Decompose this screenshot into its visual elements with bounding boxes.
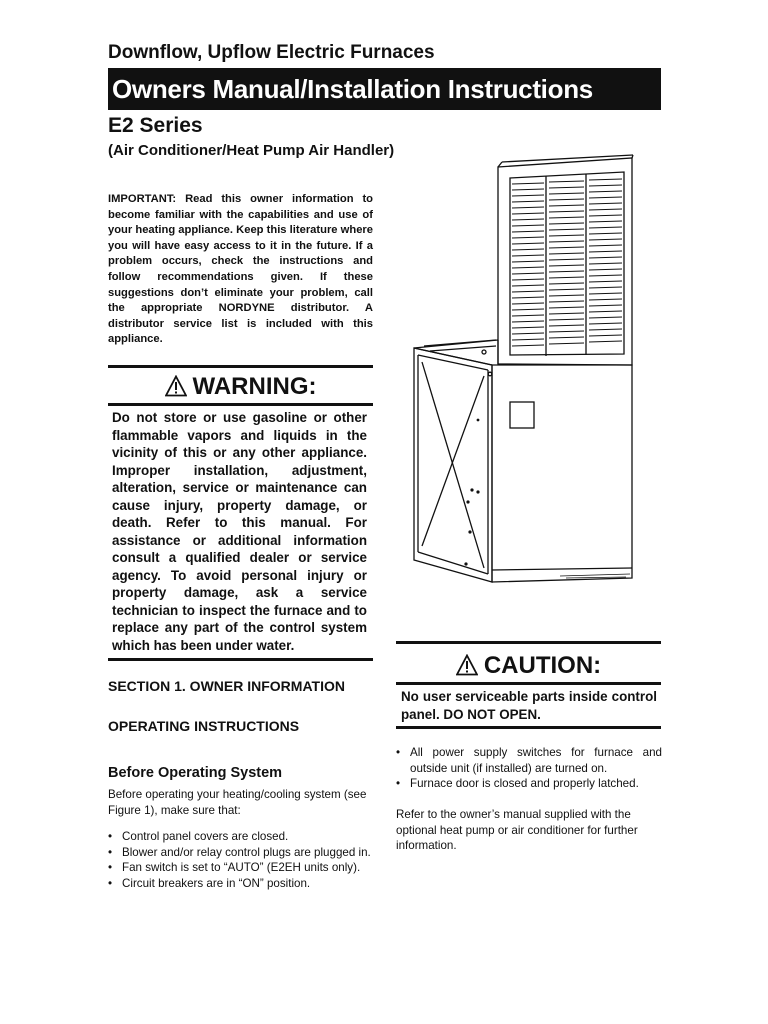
warning-top-rule [108, 365, 373, 368]
refer-text: Refer to the owner’s manual supplied with the optional heat pump or air conditioner for further information. [396, 808, 638, 852]
before-operating-text: Before operating your heating/cooling system (see Figure 1), make sure that: [108, 788, 367, 817]
caution-bottom-rule [396, 726, 661, 729]
list-item: • Control panel covers are closed. [108, 830, 289, 843]
warning-triangle-icon [165, 375, 187, 397]
series-title: E2 Series [108, 114, 203, 137]
series-subtitle: (Air Conditioner/Heat Pump Air Handler) [108, 142, 395, 159]
important-notice: IMPORTANT: Read this owner information to become familiar with the capabilities and use of your heating appliance. Keep this literature where you will have easy access to it in the future. If a problem occurs, check the instructions and follow recommendations given. If these suggestions don’t eliminate your problem, call the appropriate NORDYNE distributor. A distributor service list is included with this appliance. [108, 193, 373, 346]
caution-top-rule [396, 641, 661, 644]
furnace-illustration [380, 150, 640, 590]
document-subtitle: Downflow, Upflow Electric Furnaces [108, 42, 435, 63]
list-item: • Fan switch is set to “AUTO” (E2EH units only). [108, 861, 361, 874]
list-item: • Blower and/or relay control plugs are plugged in. [108, 845, 371, 859]
warning-triangle-icon [456, 654, 478, 676]
caution-body: No user serviceable parts inside control panel. DO NOT OPEN. [401, 689, 657, 722]
warning-mid-rule [108, 403, 373, 406]
warning-bottom-rule [108, 658, 373, 661]
caution-mid-rule [396, 682, 661, 685]
checklist-left [108, 829, 373, 891]
section-heading: SECTION 1. OWNER INFORMATION [108, 678, 345, 694]
operating-heading: OPERATING INSTRUCTIONS [108, 718, 300, 734]
list-item: • All power supply switches for furnace and outside unit (if installed) are turned on. [396, 746, 662, 775]
list-item: • Furnace door is closed and properly latched. [396, 777, 639, 790]
list-item: • Circuit breakers are in “ON” position. [108, 876, 311, 890]
document-title: Owners Manual/Installation Instructions [108, 68, 661, 110]
warning-heading-label: WARNING: [192, 373, 317, 400]
caution-heading [396, 651, 661, 681]
before-operating-heading: Before Operating System [108, 765, 283, 781]
warning-body: Do not store or use gasoline or other flammable vapors and liquids in the vicinity of this or any other appliance. Improper installation, adjustment, alteration, service or maintenance can cause injury, property damage, or death. Refer to this manual. For assistance or additional information consult a qualified dealer or service agency. To avoid personal injury or property damage, ask a service technician to inspect the furnace and to replace any part of the control system which has been under water. [112, 410, 367, 653]
warning-heading [108, 372, 373, 402]
checklist-right [396, 745, 662, 792]
caution-heading-label: CAUTION: [483, 652, 602, 679]
